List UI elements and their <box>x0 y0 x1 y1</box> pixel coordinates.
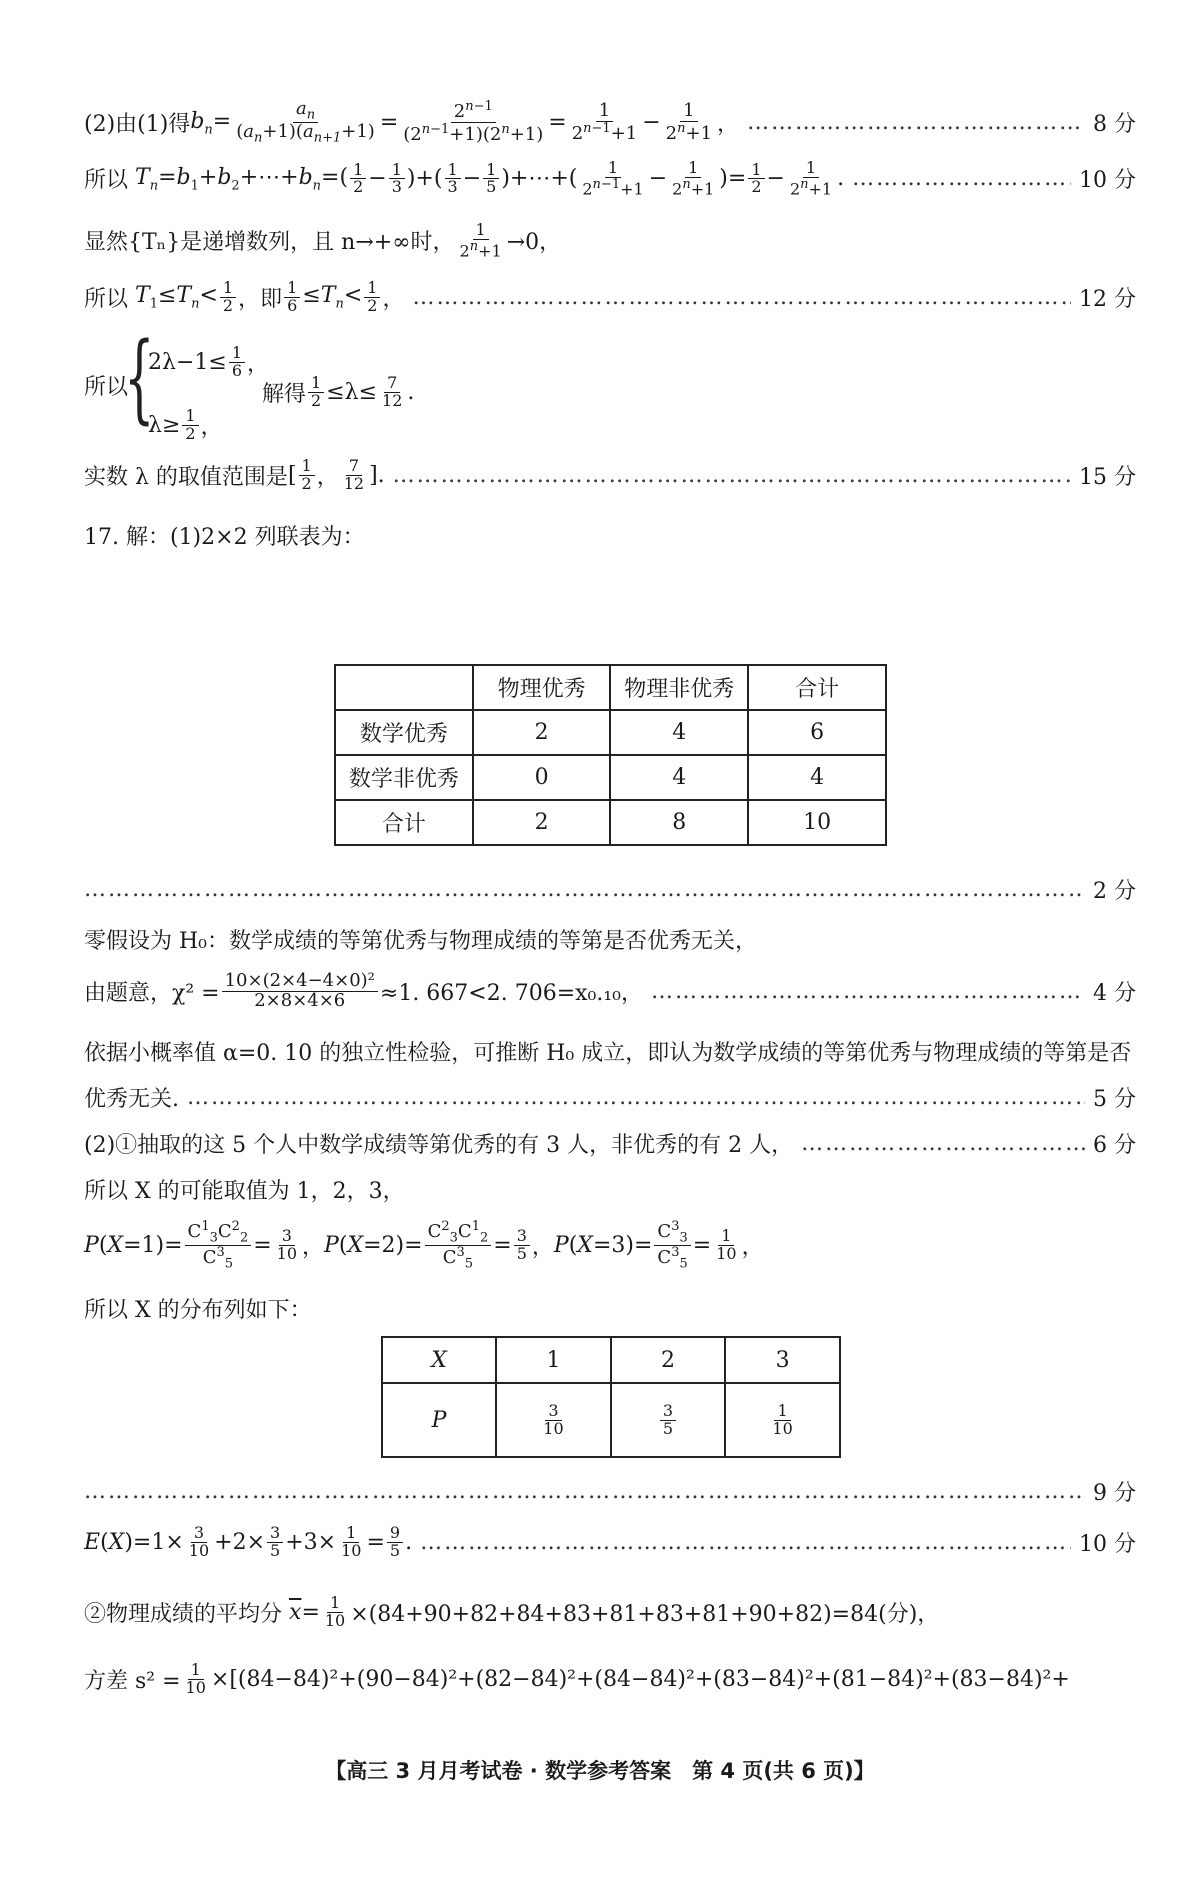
score-line-2: ………………………………………………………………………………………………………………………………………………………………………………………………………………………………………… 2 分 <box>84 874 1136 905</box>
table-cell: 1 <box>496 1337 611 1383</box>
contingency-table <box>334 664 887 846</box>
score-8: 8 分 <box>1093 112 1136 138</box>
row-label: 数学非优秀 <box>335 755 473 800</box>
row-label: 数学优秀 <box>335 710 473 755</box>
monotonic-line: 显然{Tₙ}是递增数列，且 n→+∞时， $\frac{1}{2^n+1}$ →0， <box>84 220 562 261</box>
variance-line: 方差 s² = $\frac{1}{10}$ ×[(84−84)²+(90−84)²+(82−84)²+(84−84)²+(83−84)²+(81−84)²+(83−84)²+ <box>84 1660 1070 1697</box>
table-cell: 4 <box>748 755 886 800</box>
dot-leader <box>801 1131 1085 1156</box>
dot-leader <box>412 285 1071 310</box>
table-cell: 6 <box>748 710 886 755</box>
table-cell: 8 <box>610 800 748 845</box>
dot-leader <box>187 1085 1085 1110</box>
part2-line-1: (2)①抽取的这 5 个人中数学成绩等第优秀的有 3 人，非优秀的有 2 人， ………………………………………………………………………………………………………………………………………………………………………………………………………………………………………… 6 分 <box>84 1128 1136 1159</box>
t-n-prefix: 所以 <box>84 168 129 194</box>
dot-leader <box>393 463 1071 488</box>
table-cell: 4 <box>610 755 748 800</box>
probability-line: P(X=1)= $\frac{C^1_3C^2_2}{C^3_5}$ = $\frac{3}{10}$ ， P(X=2)= $\frac{C^2_3C^1_2}{C^3_5}$ = $\frac{3}{5}$ ， P(X=3)= $\frac{C^3_3}{C^3_5}$ = $\frac{1}{10}$ ， <box>84 1219 764 1272</box>
null-hypothesis: 零假设为 H₀：数学成绩的等第优秀与物理成绩的等第是否优秀无关， <box>84 929 758 954</box>
t-n-sum-line: 所以 $T_n=b_1+b_2+\cdots+b_n=$( $\frac{1}{2}$ − $\frac{1}{3}$ )+( $\frac{1}{3}$ − $\frac{1}{5}$ )+⋯+( $\frac{1}{2^{n-1}+1}$ − $\frac{1}{2^n+1}$ )= $\frac{1}{2}$ − $\frac{1}{2^n+1}$ . ………………………………………………………………………………………………………………………………………………………………………………………………………………………………………… 10 分 <box>84 160 1136 198</box>
b-n-prefix: (2)由(1)得 <box>84 112 191 138</box>
distribution-intro: 所以 X 的分布列如下： <box>84 1298 312 1323</box>
table-cell: 2 <box>473 710 611 755</box>
dot-leader <box>420 1530 1071 1555</box>
range-line: 实数 λ 的取值范围是 [ $\frac{1}{2}$ ， $\frac{7}{12}$ ]. ………………………………………………………………………………………………………………………………………………………………………………………………………………………………………… 15 分 <box>84 458 1136 493</box>
case-2: λ≥ $\frac{1}{2}$ ， <box>148 406 223 443</box>
system-prefix: 所以 <box>84 375 129 400</box>
conclusion-line-1: 依据小概率值 α=0. 10 的独立性检验，可推断 H₀ 成立，即认为数学成绩的等第优秀与物理成绩的等第是否 <box>84 1041 1132 1066</box>
table-cell: 0 <box>473 755 611 800</box>
expectation-line: E(X)=1× $\frac{3}{10}$ +2× $\frac{3}{5}$ +3× $\frac{1}{10}$ = $\frac{9}{5}$ . ………………………………………………………………………………………………………………………………………………………………………………………………………………………………………… 10 分 <box>84 1525 1136 1560</box>
dot-leader <box>84 1479 1085 1504</box>
mean-line: ②物理成绩的平均分 $\overline{x}=$ $\frac{1}{10}$ ×(84+90+82+84+83+81+83+81+90+82)=84(分)， <box>84 1593 940 1630</box>
page-footer: 【高三 3 月月考试卷 · 数学参考答案 第 4 页(共 6 页)】 <box>325 1759 875 1783</box>
dot-leader <box>852 166 1071 191</box>
table-cell: 2 <box>611 1337 725 1383</box>
dot-leader <box>651 979 1085 1004</box>
header-physics-not-excellent: 物理非优秀 <box>610 665 748 710</box>
case-1: 2λ−1≤ $\frac{1}{6}$ ， <box>148 343 270 380</box>
distribution-table: X 1 2 3 P $\frac{3}{10}$ $\frac{3}{5}$ $\frac{1}{10}$ <box>381 1336 841 1458</box>
part2-line-2: 所以 X 的可能取值为 1，2，3， <box>84 1179 405 1204</box>
table-cell: 10 <box>748 800 886 845</box>
table-cell: 2 <box>473 800 611 845</box>
table-cell: $\frac{3}{10}$ <box>496 1383 611 1457</box>
header-total: 合计 <box>748 665 886 710</box>
table-cell: $\frac{1}{10}$ <box>725 1383 840 1457</box>
table-cell: 3 <box>725 1337 840 1383</box>
dot-leader <box>84 877 1085 902</box>
conclusion-line-2: 优秀无关. ………………………………………………………………………………………………………………………………………………………………………………………………………………………………………… 5 分 <box>84 1082 1136 1113</box>
dot-leader <box>747 110 1085 135</box>
score-line-9: ………………………………………………………………………………………………………………………………………………………………………………………………………………………………………… 9 分 <box>84 1476 1136 1507</box>
score-15: 15 分 <box>1079 464 1136 490</box>
table-cell: $\frac{3}{5}$ <box>611 1383 725 1457</box>
score-12: 12 分 <box>1079 286 1136 312</box>
b-n-formula-line: (2)由(1)得 $b_n=$ $\frac{a_n}{(a_n+1)(a_{n+1}+1)}$ = $\frac{2^{n-1}}{(2^{n-1}+1)(2^n+1)}$ = $\frac{1}{2^{n-1}+1}$ − $\frac{1}{2^n+1}$ ， ………………………………………………………………………………………………………………………………………………………………………………………………………………………………………… 8 分 <box>84 100 1136 145</box>
chi-square-line: 由题意，χ² = $\frac{\text{10×(2×4−4×0)²}}{2\times 8\times 4\times 6}$ ≈1. 667<2. 706=x₀.₁₀， ………………………………………………………………………………………………………………………………………………………………………………………………………………………………………… 4 分 <box>84 972 1136 1011</box>
solution: 解得 $\frac{1}{2}$ ≤λ≤ $\frac{7}{12}$ . <box>262 373 415 410</box>
row-label: 合计 <box>335 800 473 845</box>
problem-17-intro: 17. 解：(1)2×2 列联表为： <box>84 525 365 550</box>
brace-symbol: { <box>124 322 155 434</box>
table-cell: 4 <box>610 710 748 755</box>
header-physics-excellent: 物理优秀 <box>473 665 611 710</box>
score-10: 10 分 <box>1079 168 1136 194</box>
bound-line: 所以 $T_1\le T_n<$ $\frac{1}{2}$ ，即 $\frac{1}{6}$ $\le T_n<$ $\frac{1}{2}$ ， ………………………………………………………………………………………………………………………………………………………………………………………………………………………………………… 12 分 <box>84 280 1136 315</box>
